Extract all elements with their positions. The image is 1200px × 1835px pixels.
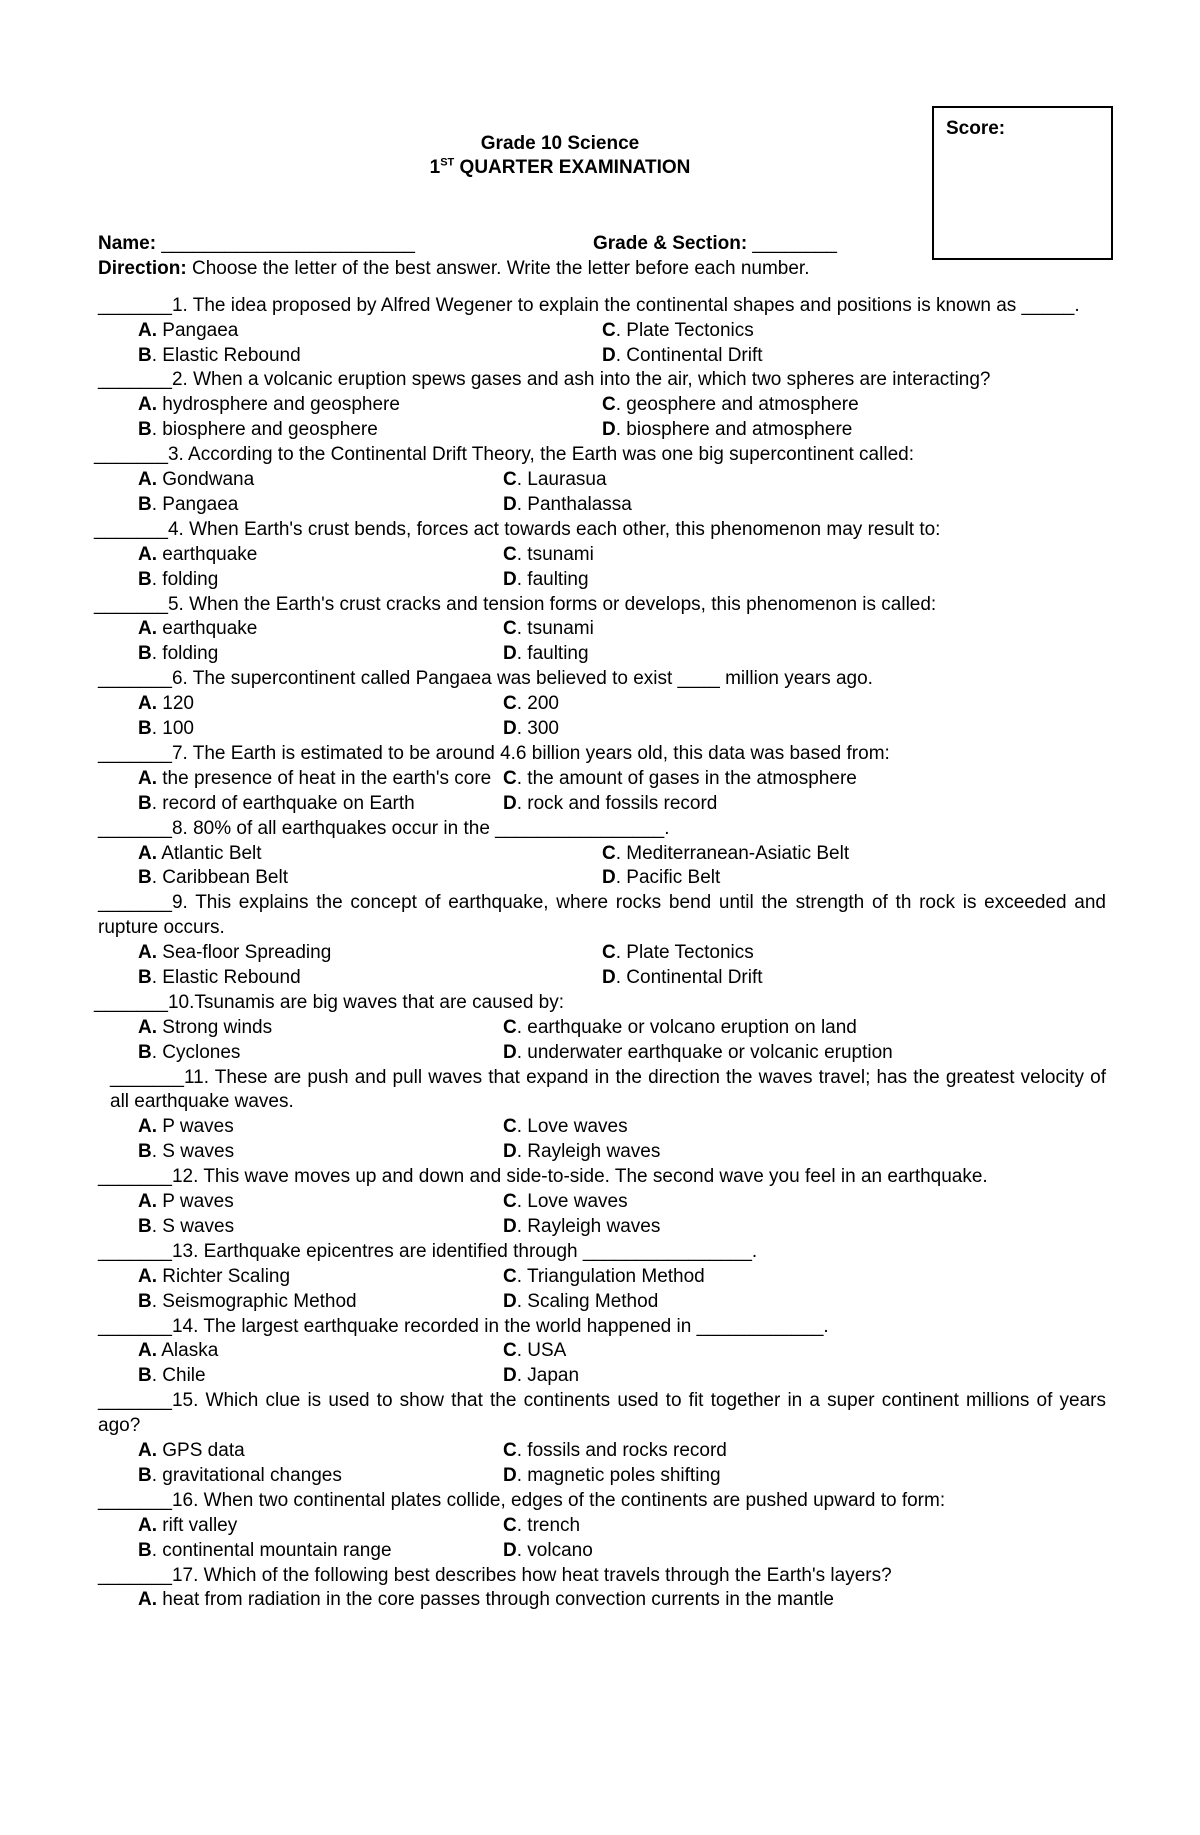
option-row: [98, 543, 1106, 568]
score-label: Score:: [946, 118, 1006, 139]
option-row: [98, 941, 1106, 966]
option-a: A. Richter Scaling: [138, 1265, 291, 1287]
question-9: _______9. This explains the concept of earthquake, where rocks bend until the strength of th rock is exceeded and rupture occurs.: [98, 892, 1106, 939]
option-a: A. P waves: [138, 1116, 234, 1138]
option-d: D. magnetic poles shifting: [503, 1464, 721, 1486]
option-d: D. Scaling Method: [503, 1290, 659, 1312]
option-row: [98, 1290, 1106, 1315]
option-b: B. biosphere and geosphere: [138, 419, 378, 441]
option-a: A. rift valley: [138, 1514, 238, 1536]
option-row: [98, 792, 1106, 817]
question-17: _______17. Which of the following best describes how heat travels through the Earth's layers?: [98, 1564, 892, 1586]
option-b: B. folding: [138, 568, 219, 590]
option-c: C. Laurasua: [503, 469, 607, 491]
option-row: [98, 1115, 1106, 1140]
option-c: C. 200: [503, 693, 559, 715]
question-5: _______5. When the Earth's crust cracks and tension forms or develops, this phenomenon is called:: [94, 593, 937, 615]
option-c: C. trench: [503, 1514, 581, 1536]
option-row: [98, 1041, 1106, 1066]
option-d: D. Continental Drift: [602, 344, 763, 366]
option-b: B. Elastic Rebound: [138, 966, 301, 988]
option-b: B. Caribbean Belt: [138, 867, 288, 889]
option-d: D. Japan: [503, 1365, 580, 1387]
option-c: C. Love waves: [503, 1191, 628, 1213]
question-7: _______7. The Earth is estimated to be around 4.6 billion years old, this data was based from:: [98, 742, 890, 764]
question-6: _______6. The supercontinent called Pangaea was believed to exist ____ million years ago.: [98, 668, 873, 690]
option-row: [98, 1464, 1106, 1489]
option-row: [98, 1514, 1106, 1539]
question-14: _______14. The largest earthquake recorded in the world happened in ____________.: [98, 1315, 829, 1337]
option-b: B. Cyclones: [138, 1041, 241, 1063]
option-b: B. 100: [138, 718, 194, 740]
section-field: Grade & Section: ________: [593, 233, 837, 254]
option-a: A. Strong winds: [138, 1016, 273, 1038]
option-row: [98, 393, 1106, 418]
option-row: [98, 692, 1106, 717]
option-a: A. the presence of heat in the earth's core: [138, 767, 492, 789]
option-row: [98, 1339, 1106, 1364]
exam-title: Grade 10 Science: [480, 133, 640, 154]
question-13: _______13. Earthquake epicentres are identified through ________________.: [98, 1240, 758, 1262]
option-row: [98, 842, 1106, 867]
name-field: Name: ________________________: [98, 233, 415, 254]
option-c: C. the amount of gases in the atmosphere: [503, 767, 857, 789]
option-c: C. tsunami: [503, 543, 594, 565]
option-row: [98, 1439, 1106, 1464]
question-15: _______15. Which clue is used to show that the continents used to fit together in a super continent millions of years ago?: [98, 1390, 1106, 1437]
option-row: [98, 866, 1106, 891]
option-a: A. hydrosphere and geosphere: [138, 394, 400, 416]
question-2: _______2. When a volcanic eruption spews gases and ash into the air, which two spheres are interacting?: [98, 369, 991, 391]
option-b: B. Pangaea: [138, 493, 239, 515]
option-c: C. Love waves: [503, 1116, 628, 1138]
option-a: A. Atlantic Belt: [138, 842, 262, 864]
option-a: A. P waves: [138, 1191, 234, 1213]
option-d: D. faulting: [503, 643, 589, 665]
option-c: C. fossils and rocks record: [503, 1440, 727, 1462]
option-row: [98, 418, 1106, 443]
spacer: [98, 282, 1106, 294]
option-c: C. Mediterranean-Asiatic Belt: [602, 842, 850, 864]
option-b: B. Elastic Rebound: [138, 344, 301, 366]
option-b: B. Chile: [138, 1365, 206, 1387]
question-16: _______16. When two continental plates collide, edges of the continents are pushed upward to form:: [98, 1489, 946, 1511]
exam-subtitle: 1ST QUARTER EXAMINATION: [429, 156, 691, 178]
option-b: B. continental mountain range: [138, 1539, 392, 1561]
option-row: [98, 767, 1106, 792]
option-row: [98, 642, 1106, 667]
option-c: C. geosphere and atmosphere: [602, 394, 859, 416]
question-3: _______3. According to the Continental Drift Theory, the Earth was one big supercontinent called:: [94, 444, 914, 466]
option-c: C. Plate Tectonics: [602, 942, 754, 964]
option-b: B. gravitational changes: [138, 1464, 342, 1486]
question-4: _______4. When Earth's crust bends, forces act towards each other, this phenomenon may result to:: [94, 518, 941, 540]
option-row: [98, 1016, 1106, 1041]
option-d: D. Rayleigh waves: [503, 1215, 661, 1237]
question-8: _______8. 80% of all earthquakes occur in the ________________.: [98, 817, 670, 839]
question-1: _______1. The idea proposed by Alfred Wegener to explain the continental shapes and positions is known as _____.: [98, 294, 1080, 316]
option-d: D. underwater earthquake or volcanic eruption: [503, 1041, 893, 1063]
option-a: A. Alaska: [138, 1340, 219, 1362]
option-b: B. Seismographic Method: [138, 1290, 357, 1312]
option-a: A. Pangaea: [138, 319, 239, 341]
option-row: [98, 1265, 1106, 1290]
question-11: _______11. These are push and pull waves that expand in the direction the waves travel; has the greatest velocity of all earthquake waves.: [110, 1066, 1106, 1113]
option-row: [98, 617, 1106, 642]
option-d: D. faulting: [503, 568, 589, 590]
exam-content: [94, 232, 1106, 1613]
option-c: C. USA: [503, 1340, 567, 1362]
option-d: D. Pacific Belt: [602, 867, 721, 889]
option-row: [98, 568, 1106, 593]
option-c: C. Triangulation Method: [503, 1265, 705, 1287]
option-row: [98, 468, 1106, 493]
option-b: B. folding: [138, 643, 219, 665]
option-b: B. S waves: [138, 1215, 235, 1237]
option-a: A. earthquake: [138, 618, 258, 640]
option-d: D. Continental Drift: [602, 966, 763, 988]
option-a: A. heat from radiation in the core passes through convection currents in the mantle: [138, 1589, 834, 1611]
option-row: [98, 1140, 1106, 1165]
option-d: D. Panthalassa: [503, 493, 632, 515]
option-d: D. Rayleigh waves: [503, 1141, 661, 1163]
option-row: [98, 717, 1106, 742]
option-a: A. 120: [138, 693, 194, 715]
direction-row: Direction: Choose the letter of the best answer. Write the letter before each number.: [98, 257, 810, 279]
option-row: [98, 1190, 1106, 1215]
option-row: [98, 1215, 1106, 1240]
option-b: B. S waves: [138, 1141, 235, 1163]
option-d: D. rock and fossils record: [503, 792, 718, 814]
question-10: _______10.Tsunamis are big waves that are caused by:: [94, 991, 565, 1013]
option-a: A. Gondwana: [138, 469, 255, 491]
question-12: _______12. This wave moves up and down and side-to-side. The second wave you feel in an earthquake.: [98, 1166, 988, 1188]
option-d: D. biosphere and atmosphere: [602, 419, 853, 441]
option-row: [98, 1364, 1106, 1389]
question-list: [94, 294, 1106, 1614]
option-c: C. earthquake or volcano eruption on land: [503, 1016, 857, 1038]
option-row: [98, 1588, 1106, 1613]
option-b: B. record of earthquake on Earth: [138, 792, 415, 814]
option-d: D. 300: [503, 718, 559, 740]
option-c: C. Plate Tectonics: [602, 319, 754, 341]
option-a: A. GPS data: [138, 1440, 245, 1462]
option-a: A. Sea-floor Spreading: [138, 942, 332, 964]
option-row: [98, 319, 1106, 344]
option-a: A. earthquake: [138, 543, 258, 565]
option-c: C. tsunami: [503, 618, 594, 640]
option-d: D. volcano: [503, 1539, 593, 1561]
option-row: [98, 1539, 1106, 1564]
name-section-row: [98, 232, 1106, 257]
option-row: [98, 344, 1106, 369]
option-row: [98, 966, 1106, 991]
option-row: [98, 493, 1106, 518]
